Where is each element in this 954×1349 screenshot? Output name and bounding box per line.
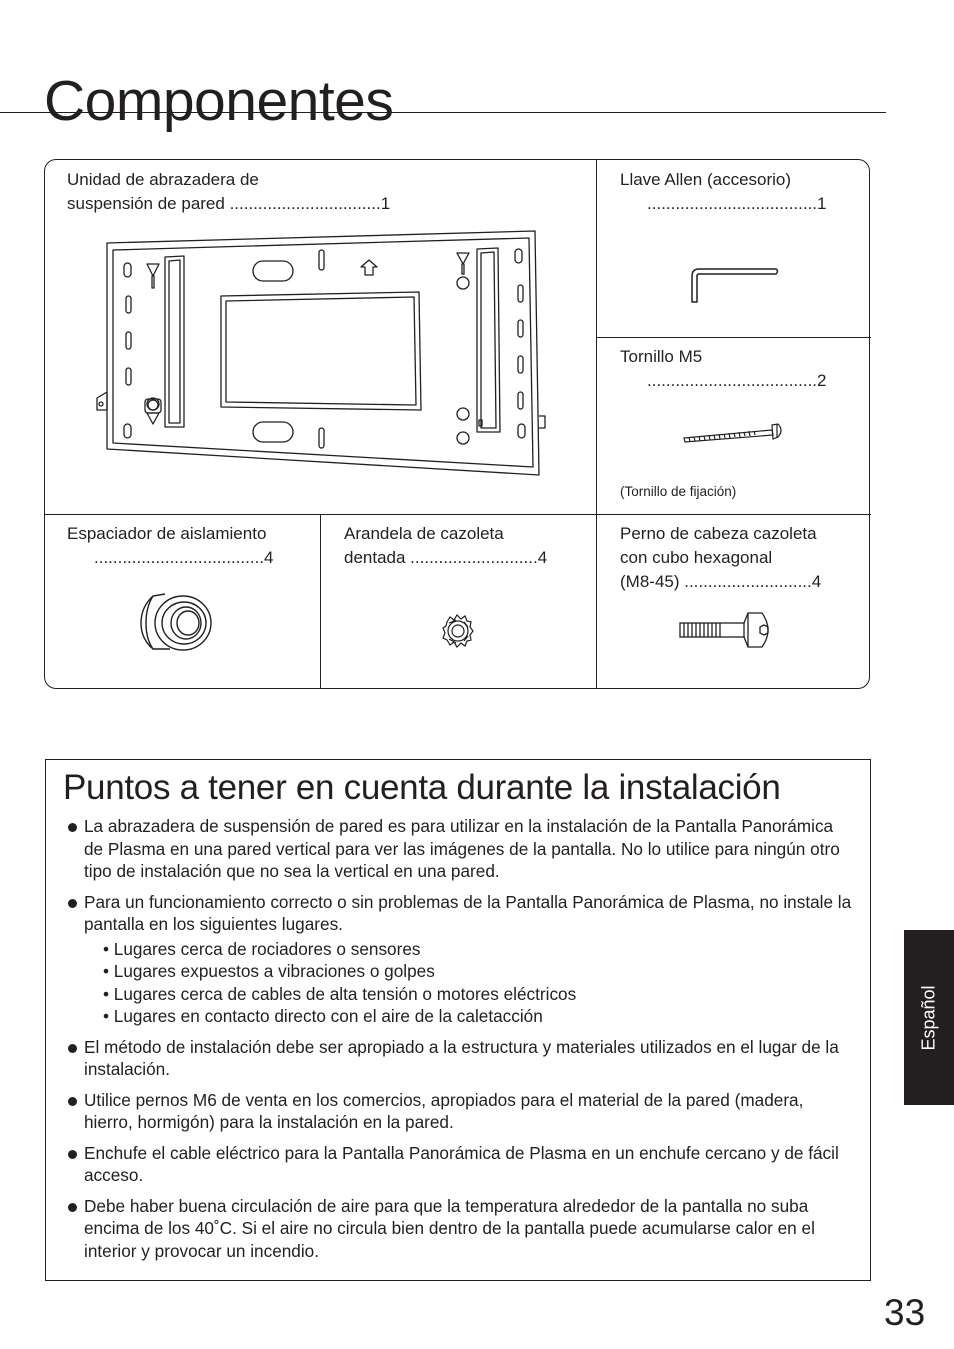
list-item: El método de instalación debe ser apropiado a la estructura y materiales utilizados en el lugar de la instalación.	[66, 1036, 856, 1081]
installation-notes-box	[45, 759, 871, 1281]
page-number: 33	[884, 1292, 926, 1333]
language-label: Español	[918, 984, 939, 1051]
sub-list-item: • Lugares expuestos a vibraciones o golpes	[103, 961, 435, 981]
component-name: Llave Allen (accesorio)	[620, 170, 792, 189]
locations-sublist	[84, 938, 856, 1028]
component-note: (Tornillo de fijación)	[620, 484, 737, 499]
bullet-icon	[68, 823, 77, 832]
toothed-washer-icon	[320, 514, 596, 689]
m5-screw-icon	[596, 337, 871, 514]
components-grid	[44, 159, 870, 689]
component-wall-bracket	[45, 160, 596, 514]
component-spacer	[45, 514, 320, 689]
component-name: Perno de cabeza cazoleta	[620, 524, 817, 543]
list-item: Utilice pernos M6 de venta en los comercios, apropiados para el material de la pared (madera, hierro, hormigón) para la instalación en la pared.	[66, 1089, 856, 1134]
page-title: Componentes	[44, 69, 394, 134]
component-name: Tornillo M5	[620, 347, 703, 366]
component-allen-key	[596, 160, 871, 337]
component-quantity: dentada ...........................4	[344, 548, 548, 567]
component-name: Arandela de cazoleta	[344, 524, 504, 543]
component-toothed-washer	[320, 514, 596, 689]
component-name: Espaciador de aislamiento	[67, 524, 267, 543]
sub-list-item: • Lugares cerca de cables de alta tensión o motores eléctricos	[103, 983, 577, 1004]
hex-bolt-icon	[596, 514, 871, 689]
list-item: Enchufe el cable eléctrico para la Pantalla Panorámica de Plasma en un enchufe cercano y de fácil acceso.	[66, 1142, 856, 1187]
component-name: Unidad de abrazadera de	[67, 170, 259, 189]
bullet-icon	[68, 1097, 77, 1106]
component-quantity: (M8-45) ...........................4	[620, 572, 822, 591]
installation-notes-list	[66, 815, 856, 1270]
bullet-icon	[68, 1044, 77, 1053]
sub-list-item: • Lugares cerca de rociadores o sensores	[103, 938, 421, 959]
installation-notes-title: Puntos a tener en cuenta durante la instalación	[63, 768, 781, 807]
spacer-icon	[45, 514, 320, 689]
wall-bracket-icon	[45, 160, 596, 514]
component-quantity: ....................................4	[94, 548, 274, 567]
allen-key-icon	[596, 160, 871, 337]
bullet-icon	[68, 1150, 77, 1159]
component-hex-bolt	[596, 514, 871, 689]
title-rule	[0, 112, 886, 113]
component-quantity: suspensión de pared ................................1	[67, 194, 391, 213]
bullet-icon	[68, 899, 77, 908]
list-item: Para un funcionamiento correcto o sin problemas de la Pantalla Panorámica de Plasma, no instale la pantalla en los siguientes lugares. • Lugares cerca de rociadores o sensores • Lugares expuestos a vibraciones o golpes • Lugares cerca de cables de alta tensión o motores eléctricos • Lugares en contacto directo con el aire de la caletacción	[66, 891, 856, 1028]
language-tab	[904, 930, 954, 1105]
sub-list-item: • Lugares en contacto directo con el aire de la caletacción	[103, 1006, 543, 1026]
component-name-continued: con cubo hexagonal	[620, 548, 773, 567]
bullet-icon	[68, 1203, 77, 1212]
component-quantity: ....................................1	[647, 194, 827, 213]
list-item: La abrazadera de suspensión de pared es para utilizar en la instalación de la Pantalla Panorámica de Plasma en una pared vertical para ver las imágenes de la pantalla. No lo utilice para ningún otro tipo de instalación que no sea la vertical en una pared.	[66, 815, 856, 883]
list-item: Debe haber buena circulación de aire para que la temperatura alrededor de la pantalla no suba encima de los 40˚C. Si el aire no circula bien dentro de la pantalla puede acumularse calor en el interior y provocar un incendio.	[66, 1195, 856, 1263]
component-quantity: ....................................2	[647, 371, 827, 390]
component-m5-screw	[596, 337, 871, 514]
